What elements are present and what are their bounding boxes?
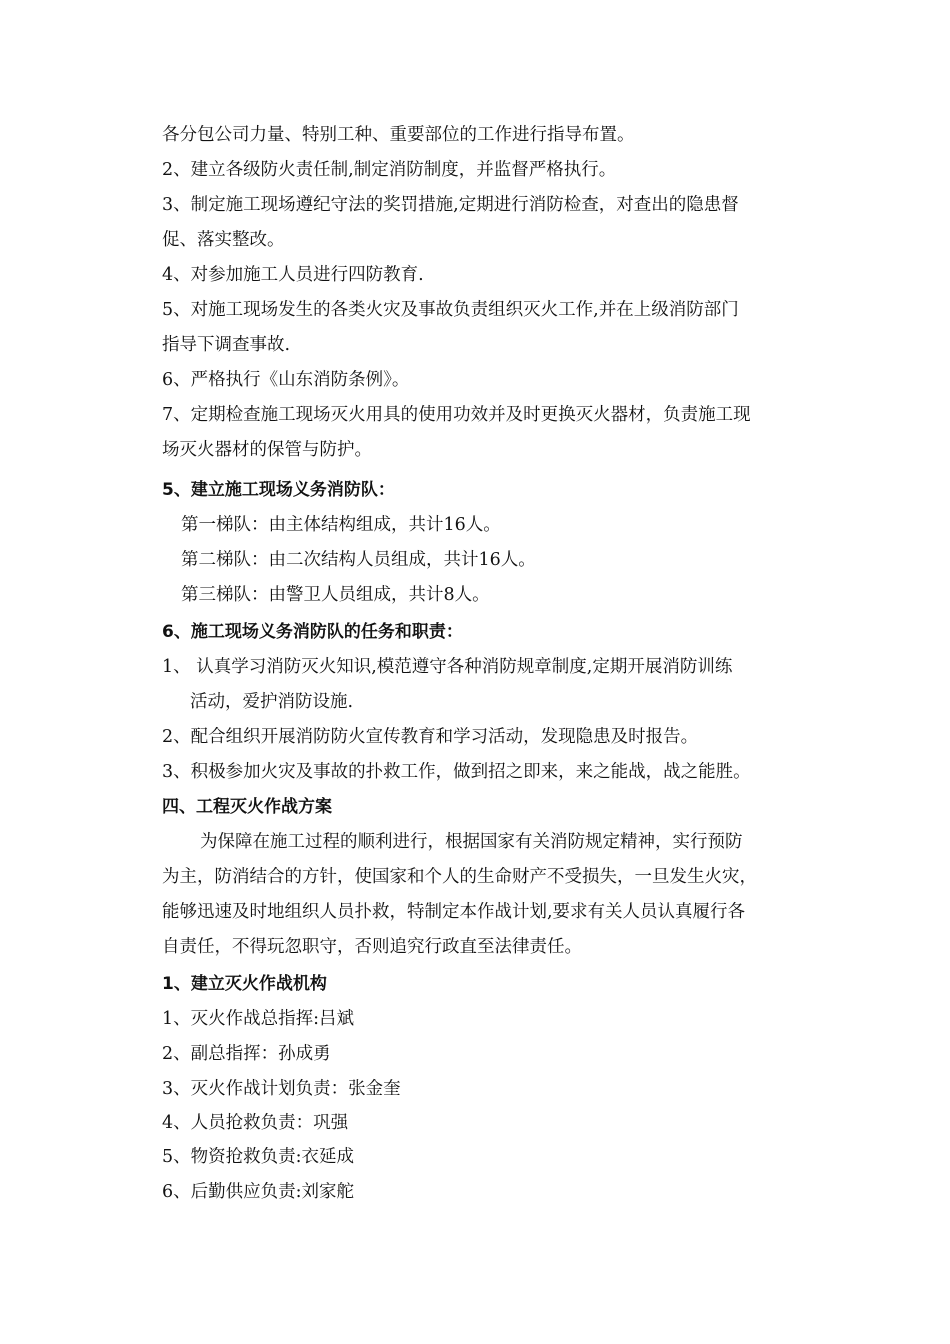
duty-item-3: 3、积极参加火灾及事故的扑救工作，做到招之即来，来之能战，战之能胜。 [162,762,751,782]
list-item-6: 6、严格执行《山东消防条例》。 [162,370,410,390]
list-item-5: 5、对施工现场发生的各类火灾及事故负责组织灭火工作,并在上级消防部门 [162,300,739,320]
role-commander: 1、灭火作战总指挥:吕斌 [162,1009,355,1029]
paragraph-line-3: 能够迅速及时地组织人员扑救，特制定本作战计划,要求有关人员认真履行各 [162,902,746,922]
role-plan-lead: 3、灭火作战计划负责：张金奎 [162,1079,401,1099]
role-logistics-lead: 6、后勤供应负责:刘家舵 [162,1182,355,1202]
role-deputy-commander: 2、副总指挥：孙成勇 [162,1044,331,1064]
section-heading-brigade-duties: 6、施工现场义务消防队的任务和职责： [162,622,463,642]
duty-item-1-continued: 活动，爱护消防设施. [190,692,354,712]
list-item-2: 2、建立各级防火责任制,制定消防制度，并监督严格执行。 [162,160,617,180]
duty-item-1: 1、 认真学习消防灭火知识,模范遵守各种消防规章制度,定期开展消防训练 [162,657,733,677]
brigade-tier-3: 第三梯队：由警卫人员组成，共计8人。 [181,585,490,605]
brigade-tier-1: 第一梯队：由主体结构组成，共计16人。 [181,515,501,535]
list-item-3: 3、制定施工现场遵纪守法的奖罚措施,定期进行消防检查，对查出的隐患督 [162,195,739,215]
paragraph-line-2: 为主，防消结合的方针，使国家和个人的生命财产不受损失，一旦发生火灾， [162,867,757,887]
paragraph-line-1: 为保障在施工过程的顺利进行，根据国家有关消防规定精神，实行预防 [200,832,743,852]
list-item-5-continued: 指导下调查事故. [162,335,291,355]
paragraph-line-4: 自责任，不得玩忽职守，否则追究行政直至法律责任。 [162,937,582,957]
list-item-7: 7、定期检查施工现场灭火用具的使用功效并及时更换灭火器材，负责施工现 [162,405,751,425]
role-materials-rescue-lead: 5、物资抢救负责:衣延成 [162,1147,355,1167]
section-heading-command-structure: 1、建立灭火作战机构 [162,974,327,994]
list-item-3-continued: 促、落实整改。 [162,230,285,250]
section-heading-volunteer-fire-brigade: 5、建立施工现场义务消防队： [162,480,395,500]
brigade-tier-2: 第二梯队：由二次结构人员组成，共计16人。 [181,550,536,570]
role-rescue-lead: 4、人员抢救负责：巩强 [162,1113,349,1133]
list-item-4: 4、对参加施工人员进行四防教育. [162,265,424,285]
section-heading-firefighting-plan: 四、工程灭火作战方案 [162,797,332,817]
list-item-7-continued: 场灭火器材的保管与防护。 [162,440,372,460]
body-text-line: 各分包公司力量、特别工种、重要部位的工作进行指导布置。 [162,125,635,145]
duty-item-2: 2、配合组织开展消防防火宣传教育和学习活动，发现隐患及时报告。 [162,727,699,747]
